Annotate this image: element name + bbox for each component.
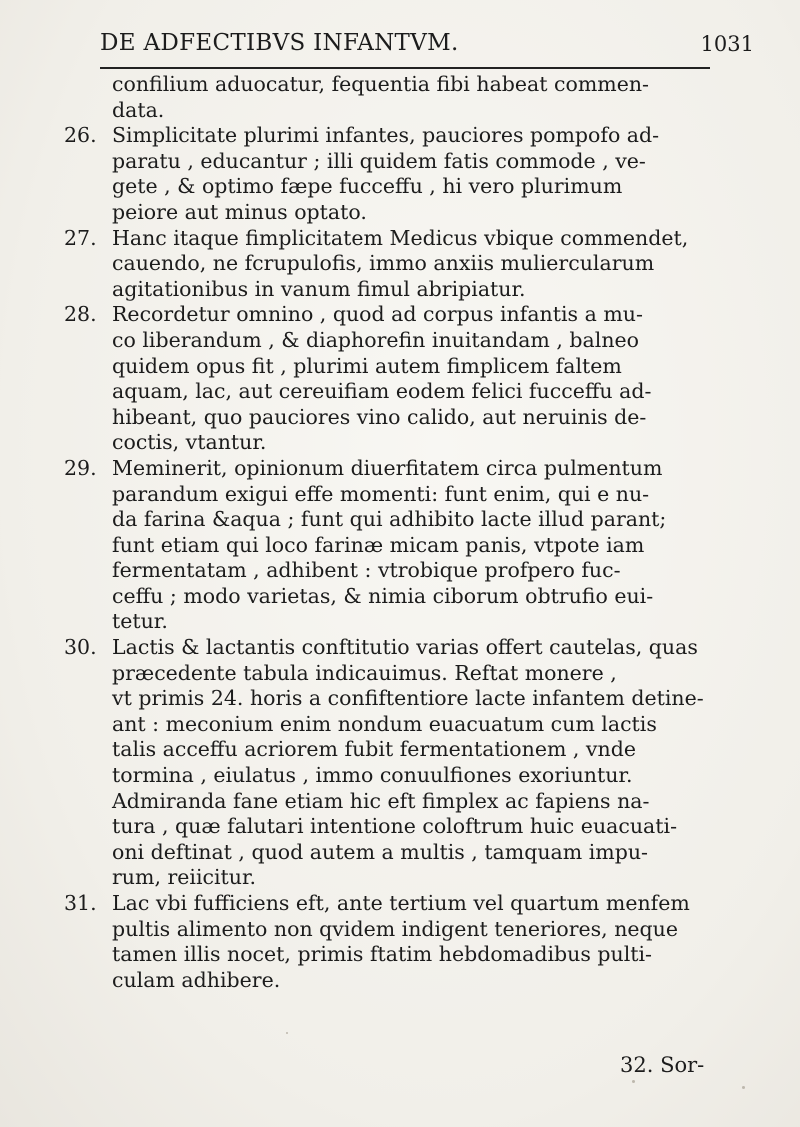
- text-line: tura , quæ falutari intentione coloftrum huic euacuati-: [112, 814, 677, 839]
- paper-speck: [742, 1086, 745, 1089]
- header-rule: [100, 67, 710, 69]
- text-line: Hanc itaque fimplicitatem Medicus vbique commendet,: [112, 225, 689, 250]
- text-line: coctis, vtantur.: [112, 430, 267, 455]
- text-line: aquam, lac, aut cereuifiam eodem felici fucceffu ad-: [112, 379, 652, 404]
- paragraph-27: [64, 226, 764, 303]
- text-line: quidem opus fit , plurimi autem fimplicem faltem: [112, 353, 622, 378]
- paragraph-number: 29.: [64, 455, 97, 480]
- paragraph-number: 30.: [64, 635, 97, 660]
- catchword: 32. Sor-: [620, 1053, 705, 1077]
- text-line: pultis alimento non qvidem indigent teneriores, neque: [112, 916, 678, 941]
- text-line: talis acceffu acriorem fubit fermentationem , vnde: [112, 737, 636, 762]
- text-line: oni deftinat , quod autem a multis , tamquam impu-: [112, 839, 648, 864]
- paragraph-31: [64, 891, 764, 993]
- continued-paragraph: [64, 72, 764, 123]
- paragraph-number: 28.: [64, 302, 97, 327]
- text-line: tamen illis nocet, primis ftatim hebdomadibus pulti-: [112, 942, 652, 967]
- text-line: Simplicitate plurimi infantes, pauciores pompofo ad-: [112, 123, 660, 148]
- text-line: gete , & optimo fæpe fucceffu , hi vero plurimum: [112, 174, 623, 199]
- text-line: fermentatam , adhibent : vtrobique profpero fuc-: [112, 558, 621, 583]
- text-line: confilium aduocatur, fequentia fibi habeat commen-: [112, 72, 649, 96]
- paper-speck: [286, 1032, 288, 1034]
- page-header: [100, 30, 760, 62]
- text-line: paratu , educantur ; illi quidem fatis commode , ve-: [112, 148, 646, 173]
- paragraph-number: 27.: [64, 225, 97, 250]
- text-line: funt etiam qui loco farinæ micam panis, vtpote iam: [112, 532, 645, 557]
- text-line: agitationibus in vanum fimul abripiatur.: [112, 276, 526, 301]
- text-line: ant : meconium enim nondum euacuatum cum lactis: [112, 711, 657, 736]
- text-line: Admiranda fane etiam hic eft fimplex ac fapiens na-: [112, 788, 650, 813]
- text-line: tetur.: [112, 609, 168, 634]
- text-line: hibeant, quo pauciores vino calido, aut neruinis de-: [112, 404, 647, 429]
- body-text: [64, 72, 764, 993]
- text-line: vt primis 24. horis a confiftentiore lacte infantem detine-: [112, 686, 704, 711]
- paragraph-number: 31.: [64, 891, 97, 915]
- text-line: tormina , eiulatus , immo conuulfiones exoriuntur.: [112, 763, 633, 788]
- text-line: præcedente tabula indicauimus. Reftat monere ,: [112, 660, 617, 685]
- text-line: Lac vbi fufficiens eft, ante tertium vel quartum menfem: [112, 891, 690, 915]
- text-line: cauendo, ne fcrupulofis, immo anxiis muliercularum: [112, 251, 655, 276]
- paragraph-number: 26.: [64, 123, 97, 148]
- paragraph-28: [64, 302, 764, 456]
- paragraph-26: [64, 123, 764, 225]
- text-line: culam adhibere.: [112, 967, 281, 992]
- page-number: 1031: [700, 32, 754, 56]
- text-line: ceffu ; modo varietas, & nimia ciborum obtrufio eui-: [112, 583, 654, 608]
- paper-speck: [632, 1080, 635, 1083]
- text-line: parandum exigui effe momenti: funt enim, qui e nu-: [112, 481, 650, 506]
- text-line: da farina &aqua ; funt qui adhibito lacte illud parant;: [112, 507, 667, 532]
- text-line: co liberandum , & diaphorefin inuitandam , balneo: [112, 327, 639, 352]
- text-line: data.: [112, 97, 165, 122]
- paragraph-30: [64, 635, 764, 891]
- text-line: Meminerit, opinionum diuerfitatem circa pulmentum: [112, 455, 663, 480]
- running-head: DE ADFECTIBVS INFANTVM.: [100, 30, 459, 56]
- text-line: rum, reiicitur.: [112, 865, 257, 890]
- text-line: Lactis & lactantis conftitutio varias offert cautelas, quas: [112, 635, 698, 660]
- text-line: Recordetur omnino , quod ad corpus infantis a mu-: [112, 302, 643, 327]
- paragraph-29: [64, 456, 764, 635]
- text-line: peiore aut minus optato.: [112, 199, 367, 224]
